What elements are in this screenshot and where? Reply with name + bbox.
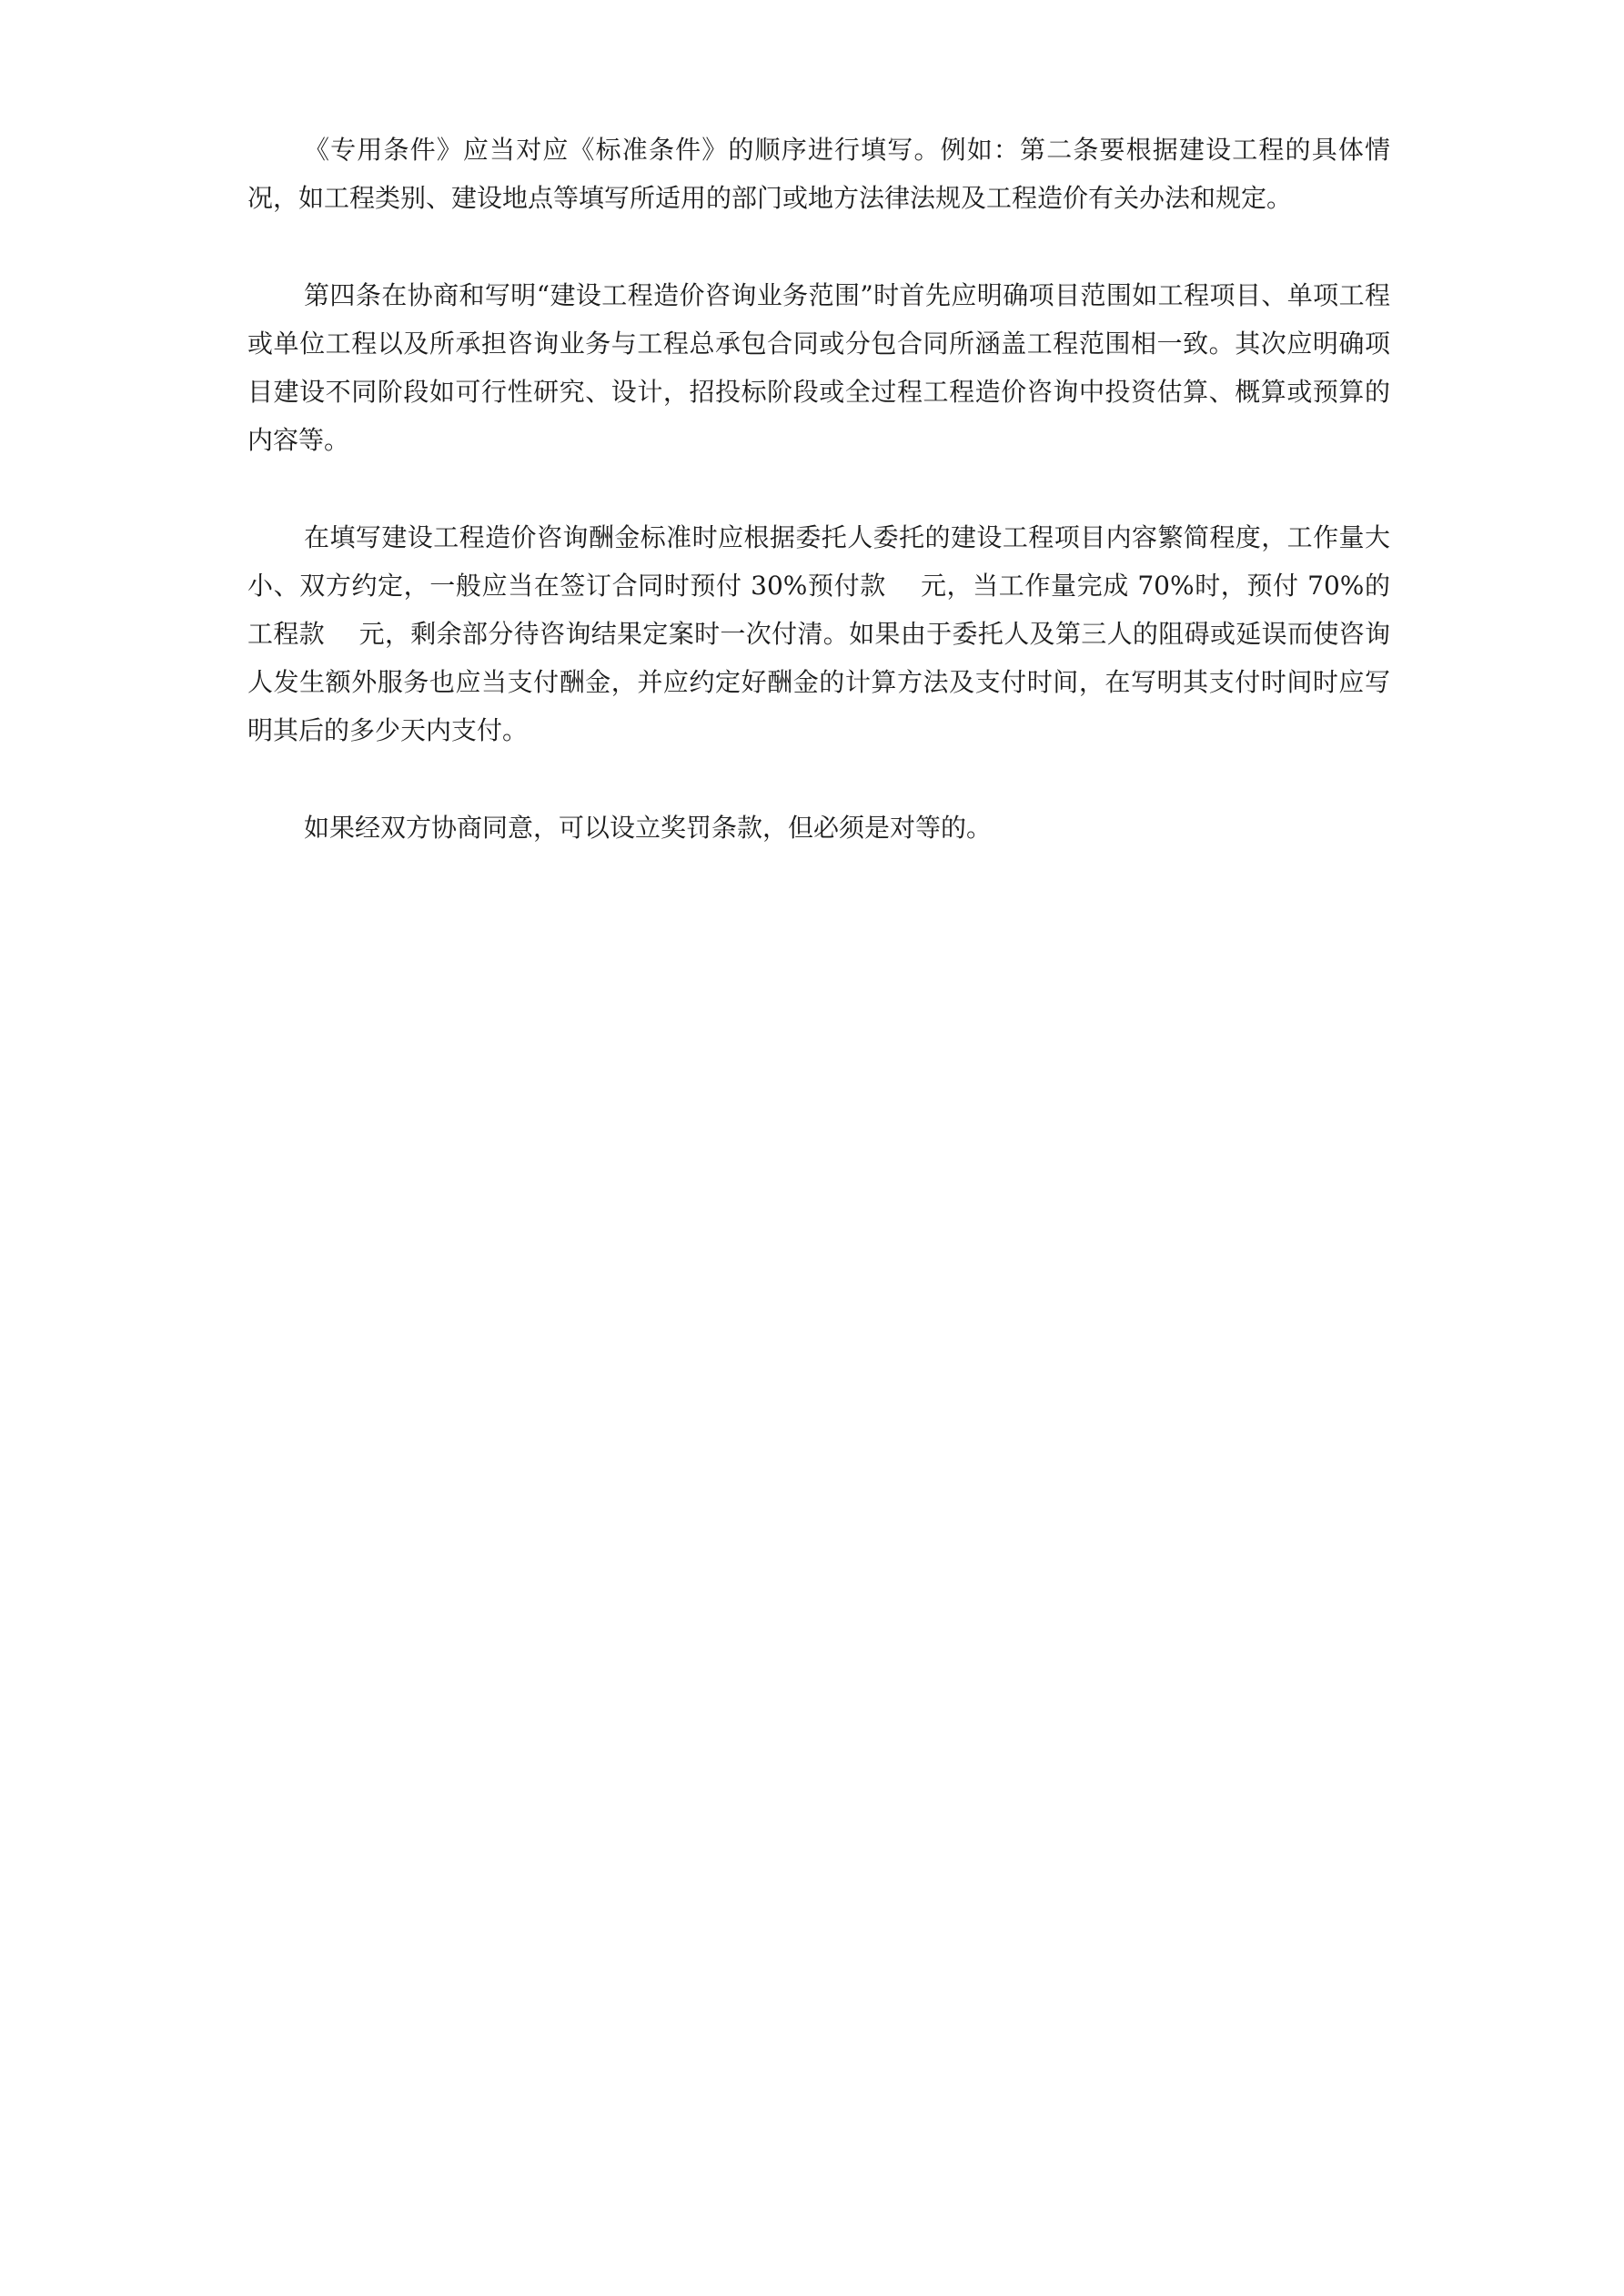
- paragraph-reward-penalty: 如果经双方协商同意，可以设立奖罚条款，但必须是对等的。: [304, 813, 993, 843]
- paragraph-article-four-scope: 第四条在协商和写明“建设工程造价咨询业务范围”时首先应明确项目范围如工程项目、单项工程或单位工程以及所承担咨询业务与工程总承包合同或分包合同所涵盖工程范围相一致。其次应明确项目建设不同阶段如可行性研究、设计，招投标阶段或全过程工程造价咨询中投资估算、概算或预算的内容等。: [247, 280, 1390, 455]
- document-body: [247, 126, 1390, 901]
- paragraph-special-conditions: 《专用条件》应当对应《标准条件》的顺序进行填写。例如：第二条要根据建设工程的具体情况，如工程类别、建设地点等填写所适用的部门或地方法律法规及工程造价有关办法和规定。: [247, 135, 1390, 213]
- paragraph-fee-standard: 在填写建设工程造价咨询酬金标准时应根据委托人委托的建设工程项目内容繁简程度，工作量大小、双方约定，一般应当在签订合同时预付 30%预付款 元，当工作量完成 70%时，预付 70%的工程款 元，剩余部分待咨询结果定案时一次付清。如果由于委托人及第三人的阻碍或延误而使咨询人发生额外服务也应当支付酬金，并应约定好酬金的计算方法及支付时间，在写明其支付时间时应写明其后的多少天内支付。: [247, 522, 1390, 745]
